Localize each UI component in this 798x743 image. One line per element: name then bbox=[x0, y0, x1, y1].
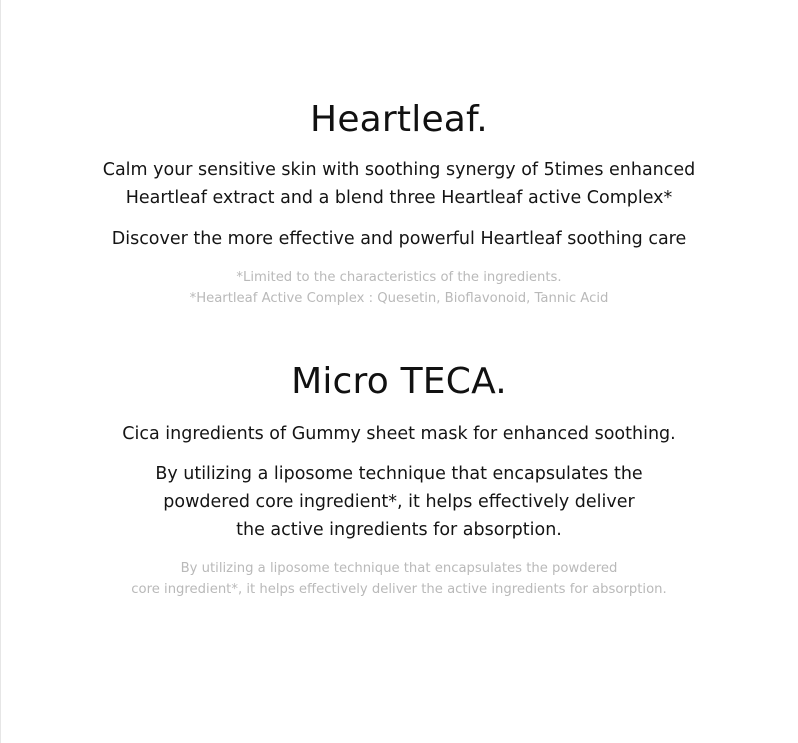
heartleaf-description bbox=[0, 156, 798, 212]
heartleaf-section bbox=[0, 98, 798, 309]
heartleaf-description-line-1: Calm your sensitive skin with soothing synergy of 5times enhanced bbox=[102, 160, 696, 180]
heartleaf-footnote-1: *Limited to the characteristics of the ingredients. bbox=[236, 270, 562, 285]
micro-teca-description-line-1: By utilizing a liposome technique that encapsulates the bbox=[155, 464, 643, 484]
micro-teca-section bbox=[0, 360, 798, 600]
micro-teca-description bbox=[0, 460, 798, 544]
micro-teca-title: Micro TECA. bbox=[291, 361, 507, 402]
micro-teca-intro-line: Cica ingredients of Gummy sheet mask for enhanced soothing. bbox=[122, 424, 676, 444]
heartleaf-footnotes bbox=[0, 267, 798, 309]
micro-teca-description-line-3: the active ingredients for absorption. bbox=[236, 520, 562, 540]
heartleaf-footnote-2: *Heartleaf Active Complex : Quesetin, Bioflavonoid, Tannic Acid bbox=[189, 291, 609, 306]
micro-teca-footnote-2: core ingredient*, it helps effectively deliver the active ingredients for absorption. bbox=[131, 582, 667, 597]
heartleaf-tagline-line: Discover the more effective and powerful Heartleaf soothing care bbox=[111, 229, 687, 249]
micro-teca-footnote-1: By utilizing a liposome technique that encapsulates the powdered bbox=[180, 561, 618, 576]
micro-teca-footnotes bbox=[0, 558, 798, 600]
heartleaf-description-line-2: Heartleaf extract and a blend three Heartleaf active Complex* bbox=[125, 188, 673, 208]
heartleaf-title: Heartleaf. bbox=[310, 99, 488, 140]
heartleaf-tagline bbox=[0, 225, 798, 253]
micro-teca-description-line-2: powdered core ingredient*, it helps effectively deliver bbox=[163, 492, 635, 512]
micro-teca-intro bbox=[0, 420, 798, 448]
